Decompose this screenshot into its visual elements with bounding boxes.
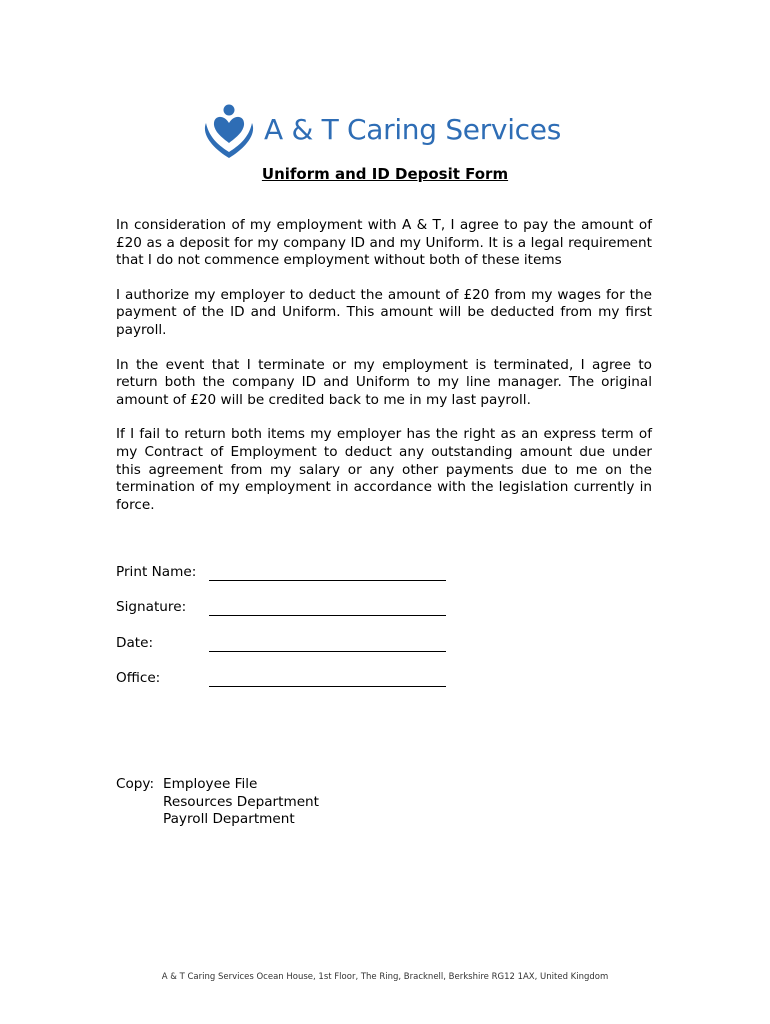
paragraph-failure-to-return: If I fail to return both items my employer has the right as an express term of my Contract of Employment to deduct any outstanding amount due under this agreement from my salary or any other payments due to me on the termination of my employment in accordance with the legislation currently in force. (116, 426, 652, 513)
copy-item-employee-file: Employee File (163, 776, 258, 792)
date-label: Date: (116, 634, 154, 651)
print-name-label: Print Name: (116, 564, 197, 580)
copy-label: Copy: (116, 776, 155, 792)
copy-item-payroll-department: Payroll Department (163, 811, 295, 828)
print-name-field[interactable] (209, 580, 446, 581)
date-field[interactable] (209, 651, 446, 652)
office-row (116, 670, 456, 705)
copy-item-resources-department: Resources Department (163, 793, 320, 810)
paragraph-deduction: I authorize my employer to deduct the amount of £20 from my wages for the payment of the ID and Uniform. This amount will be deducted from my first payroll. (116, 286, 652, 338)
signature-label: Signature: (116, 599, 187, 616)
company-name: A & T Caring Services (264, 113, 561, 146)
date-row (116, 635, 456, 670)
signature-row (116, 599, 456, 634)
heart-hands-logo-icon (200, 103, 260, 163)
signature-field[interactable] (209, 615, 446, 616)
form-title: Uniform and ID Deposit Form (261, 165, 509, 183)
footer-address: A & T Caring Services Ocean House, 1st Floor, The Ring, Bracknell, Berkshire RG12 1AX, United Kingdom (161, 972, 609, 982)
office-label: Office: (116, 669, 161, 686)
signature-fields (116, 564, 456, 705)
paragraph-termination: In the event that I terminate or my employment is terminated, I agree to return both the company ID and Uniform to my line manager. The original amount of £20 will be credited back to me in my last payroll. (116, 356, 652, 408)
form-body (116, 217, 652, 531)
print-name-row (116, 564, 456, 599)
company-logo (200, 103, 580, 163)
paragraph-deposit: In consideration of my employment with A & T, I agree to pay the amount of £20 as a deposit for my company ID and my Uniform. It is a legal requirement that I do not commence employment without both of these items (116, 217, 652, 269)
office-field[interactable] (209, 686, 446, 687)
copy-list (163, 776, 319, 829)
